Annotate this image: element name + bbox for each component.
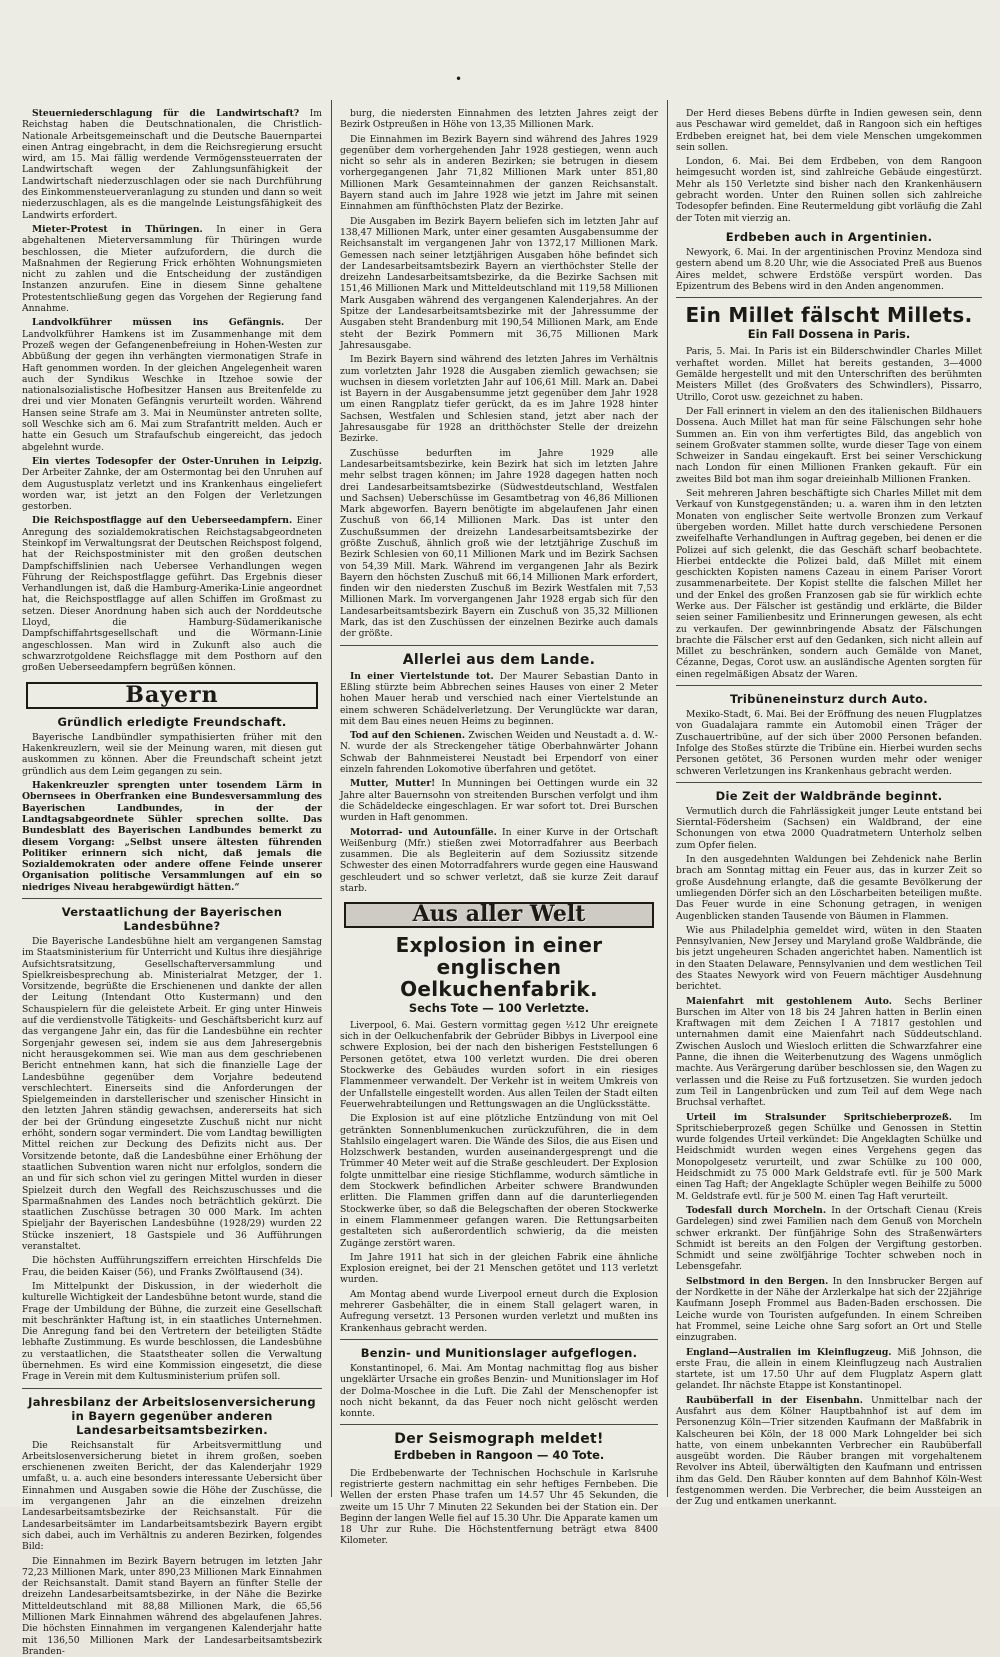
article [676,1205,982,1273]
article-heading: Motorrad- und Autounfälle. [350,826,497,838]
article-heading: Landvolkführer müssen ins Gefängnis. [32,317,285,329]
article-body: Unmittelbar nach der Ausfahrt aus dem Kölner Hauptbahnhof ist auf dem im Personenzug Köln—Trier sitzenden Kaufmann der Maßfabrik in Kalscheuren bei Köln, der 18 000 Mark Lohngelder bei sich hatte, von einem unbekannten Verbrecher ein Raubüberfall ausgeübt worden. Die Räuber brangen mit vorgehaltenem Revolver ins Abteil, überwältigten den Kaufmann und entrissen ihm das Geld. Den Räuber konnten auf dem Bahnhof Köln-West festgenommen werden. Die Verbrecher, die beim Aussteigen an der Zug und entkamen unerkannt. [676,1394,982,1508]
article [676,996,982,1109]
article-body: Der Herd dieses Bebens dürfte in Indien gewesen sein, denn aus Peschawar wird gemeldet, daß in Rangoon sich ein heftiges Erdbeben ereignet hat, bei dem viele Menschen umgekommen sein sollen. [676,108,982,153]
article-body: burg, die niedersten Einnahmen des letzten Jahres zeigt der Bezirk Ostpreußen in Höhe von 13,35 Millionen Mark. [340,108,658,131]
article [22,317,322,453]
headline: Die Zeit der Waldbrände beginnt. [715,788,943,803]
headline: Tribüneneinsturz durch Auto. [730,692,928,707]
article-body: Im Jahre 1911 hat sich in der gleichen Fabrik eine ähnliche Explosion ereignet, bei der 21 Menschen getötet und 113 verletzt wurden. [340,1251,658,1286]
article-body: Vermutlich durch die Fahrlässigkeit junger Leute entstand bei Sierntal-Födersheim (Sachsen) ein Waldbrand, der eine Schonungen von etwa 2000 Quadratmetern Unterholz selben zum Opfer fielen. [676,805,982,851]
article-body: Die höchsten Aufführungsziffern erreichten Hirschfelds Die Frau, die beiden Kaiser (56), und Franks Zwölftausend (34). [22,1255,322,1278]
article-body: Im Bezirk Bayern sind während des letzten Jahres im Verhältnis zum vorletzten Jahr 1928 die Ausgaben ziemlich gewachsen; sie wuchsen in diesem vorletzten Jahr auf 106,61 Mill. Mark an. Dabei ist Bayern in der Ausgabensumme jetzt gegenüber dem Jahr 1928 um einen Rangplatz tiefer gerückt, da es im Jahre 1928 hinter Sachsen, Westfalen und Schlesien stand, jetzt aber nach der Jahresausgabe für 1928 an dritthöchster Stelle der dreizehn Bezirke. [340,354,658,445]
article-heading: Maienfahrt mit gestohlenem Auto. [686,995,892,1007]
article-body: Die Einnahmen im Bezirk Bayern sind während des Jahres 1929 gegenüber dem vorhergehenden Jahr 1928 gestiegen, wenn auch nicht so sehr als in anderen Bezirken; sie betrugen in diesem vorhergegangenen Jahr 71,82 Millionen Mark unter 851,80 Millionen Mark Gesamteinnahmen der ganzen Reichsanstalt. Bayern stand auch im Jahre 1928 wie jetzt im Jahre mit seinen Einnahmen am fünfthöchsten Platz der Bezirke. [340,133,658,213]
headline: Jahresbilanz der Arbeitslosenversicherung in Bayern gegenüber anderen Landesarbeitsamtsbezirken. [28,1394,316,1437]
article-body: Paris, 5. Mai. In Paris ist ein Bilderschwindler Charles Millet verhaftet worden. Millet hat bereits gestanden, 3—4000 Gemälde hergestellt und mit den Unterschriften des berühmten Meisters Millet (des Großvaters des Schwindlers), Pissarro, Utrillo, Corot usw. gezeichnet zu haben. [676,346,982,403]
article-body: Im Reichstag haben die Deutschnationalen, die Christlich-Nationale Arbeitsgemeinschaft und die Deutsche Bauernpartei einen Antrag eingebracht, in dem die Reichsregierung ersucht wird, am 15. Mai fällig werdende Vermögenssteuerraten der Landwirtschaft wegen der Zahlungsunfähigkeit der Landwirtschaft niederzuschlagen oder sie nach Durchführung des Einkommensteuerveranlagung zu stunden und dann so weit niederzuschlagen, als es die mangelnde Leistungsfähigkeit des Landwirts erfordert. [22,108,322,221]
article-heading: Ein viertes Todesopfer der Oster-Unruhen in Leipzig. [32,455,322,467]
article-heading: Raubüberfall in der Eisenbahn. [686,1394,863,1406]
section-header-bayern: Bayern [26,682,318,709]
article-body: Sechs Berliner Burschen im Alter von 18 bis 24 Jahren hatten in Berlin einen Kraftwagen mit dem Zeichen I A 71817 gestohlen und unternahmen damit eine Maienfahrt nach Süddeutschland. Zwischen Ausloch und Wiesloch erlitten die Schwarzfahrer eine Panne, die ihnen die Weiterbenutzung des Wagens unmöglich machte. Aus Verärgerung darüber beschlossen sie, den Wagen zu verlassen und die Reise zu Fuß fortzusetzen. Sie wurden jedoch zum Teil in Langenbrücken und zum Teil auf dem Wege nach Bruchsal verhaftet. [676,995,982,1109]
article-heading: Mieter-Protest in Thüringen. [32,223,203,235]
headline: Explosion in einer englischen Oelkuchenfabrik. [395,932,603,1001]
article-body: Liverpool, 6. Mai. Gestern vormittag gegen ½12 Uhr ereignete sich in der Oelkuchenfabrik der Gebrüder Bibbys in Liverpool eine schwere Explosion, bei der nach den bisherigen Feststellungen 6 Personen getötet, etwa 100 verletzt wurden. Die drei oberen Stockwerke des Gebäudes wurden sofort in ein riesiges Flammenmeer verwandelt. Der Verkehr ist in weitem Umkreis von der Unfallstelle eingestellt worden. Aus allen Teilen der Stadt eilten Feuerwehrabteilungen und Rettungswagen an die Unglücksstätte. [340,1019,658,1110]
article [340,671,658,727]
article-body: In einer in Gera abgehaltenen Mieterversammlung für Thüringen wurde beschlossen, die Mieter aufzufordern, die durch die Maßnahmen der Regierung Frick erhöhten Wohnungsmieten nicht zu zahlen und die Entscheidung der zuständigen Instanzen anzurufen. Eine in diesem Sinne gehaltene Protestentschließung gegen das Vorgehen der Regierung fand Annahme. [22,223,323,315]
section-header-aus-aller-welt: Aus aller Welt [344,902,654,927]
article-heading: In einer Viertelstunde tot. [350,670,494,682]
article-body: Der Arbeiter Zahnke, der am Ostermontag bei den Unruhen auf dem Augustusplatz verletzt und ins Krankenhaus eingeliefert worden war, ist jetzt an den Folgen der Verletzungen gestorben. [22,467,322,513]
page-mark: • [455,72,463,86]
article-body: London, 6. Mai. Bei dem Erdbeben, von dem Rangoon heimgesucht worden ist, sind zahlreiche Gebäude eingestürzt. Mehr als 150 Verletzte sind bisher nach den Krankenhäusern gebracht worden. Unter den Ruinen sollen sich zahlreiche Todesopfer befinden. Eine Reutermeldung gibt vorläufig die Zahl der Toten mit vierzig an. [676,156,982,224]
article-body: In der Ortschaft Cienau (Kreis Gardelegen) sind zwei Familien nach dem Genuß von Morcheln schwer erkrankt. Der fünfjährige Sohn des Straßenwärters Schmidt ist bereits an den Folgen der Vergiftung gestorben. Schmidt und seine zwölfjährige Tochter schweben noch in Lebensgefahr. [676,1204,982,1273]
article [676,1347,982,1392]
headline: Der Seismograph meldet! [394,1431,604,1448]
column-middle [340,108,659,1547]
headline: Erdbeben auch in Argentinien. [725,229,933,244]
divider [22,898,322,899]
article [340,778,658,823]
article-body: Einer Anregung des sozialdemokratischen Reichstagsabgeordneten Steinkopf im Verwaltungsrat der Deutschen Reichspost folgend, hat der Reichspostminister mit den großen deutschen Dampfschiffslinien nach Uebersee Verhandlungen wegen Führung der Reichspostflagge geführt. Das Ergebnis dieser Verhandlungen ist, daß die Hamburg-Amerika-Linie angeordnet hat, die Reichspostflagge auf allen Schiffen im Großmast zu setzen. Dieser Anordnung haben sich auch der Norddeutsche Lloyd, die Hamburg-Südamerikanische Dampfschiffahrtsgesellschaft und die Wörmann-Linie angeschlossen. Man wird in Zukunft also auch die schwarzrotgoldene Reichsflagge mit dem Posthorn auf den großen Ueberseedampfern begrüßen können. [22,515,323,674]
article [676,1112,982,1202]
column-right [676,108,982,1508]
article-heading: Todesfall durch Morcheln. [686,1204,827,1216]
divider [676,685,982,686]
article-heading: Tod auf den Schienen. [350,730,466,742]
article-heading: Mutter, Mutter! [350,778,436,790]
headline: Benzin- und Munitionslager aufgeflogen. [360,1345,638,1360]
article [676,1395,982,1508]
article-body: Die Explosion ist auf eine plötzliche Entzündung von mit Oel getränkten Sonnenblumenkuchen zurückzuführen, die in dem Stahlsilo eingelagert waren. Die Wände des Silos, die aus Eisen und Holzschwerk bestanden, wurden auseinandergesprengt und die Trümmer 40 Meter weit auf die Straße geschleudert. Der Explosion folgte unmittelbar eine riesige Stichflamme, wodurch sämtliche in dem Stockwerk befindlichen Arbeiter schwere Brandwunden erlitten. Die Flammen griffen dann auf die darunterliegenden Stockwerke über, so daß die Belegschaften der oberen Stockwerke in einem Flammenmeer gefangen waren. Die Rettungsarbeiten gestalteten sich außerordentlich schwierig, da die meisten Zugänge zerstört waren. [340,1113,658,1249]
article-body: In den ausgedehnten Waldungen bei Zehdenick nahe Berlin brach am Sonntag mittag ein Feuer aus, das in kurzer Zeit so große Ausdehnung erlangte, daß die gesamte Bevölkerung der umliegenden Dörfer sich an den Löscharbeiten beteiligen mußte. Das Feuer wurde in eine Schonung getragen, in wenigen Augenblicken standen Tausende von Bäumen in Flammen. [676,854,982,922]
article-body: Der Landvolkführer Hamkens ist im Zusammenhange mit dem Prozeß wegen der Gefangenenbefreiung in Hohen-Westen zur Abbüßung der gegen ihn verhängten viermonatigen Strafe in Haft genommen worden. In der gleichen Angelegenheit waren auch der Syndikus Weschke in Itzehoe sowie der nationalsozialistische Hofbesitzer Hansen aus Breitenfelde zu drei und vier Monaten Gefängnis verurteilt worden. Während Hansen seine Strafe am 3. Mai in Neumünster antreten sollte, soll Weschke sich am 6. Mai zum Strafantritt melden. Auch er hatte ein Gesuch um Strafaufschub eingereicht, das jedoch abgelehnt wurde. [22,317,322,453]
article-body: In den Innsbrucker Bergen auf der Nordkette in der Nähe der Arzlerkalpe hat sich der 22jährige Kaufmann Joseph Frommel aus Baden-Baden erschossen. Die Leiche wurde von Touristen aufgefunden. In einem Schreiben hat Frommel, seine Leiche ohne Sarg sofort an Ort und Stelle einzugraben. [676,1275,982,1344]
divider [340,1424,658,1425]
divider [676,782,982,783]
article-body: Hakenkreuzler sprengten unter tosendem Lärm in Obernsees in Oberfranken eine Bundesversammlung des Bayerischen Landbundes, in der der Landtagsabgeordnete Sühler sprechen sollte. Das Bundesblatt des Bayerischen Landbundes bemerkt zu diesem Vorgang: „Selbst unsere ältesten führenden Politiker erinnern sich nicht, daß jemals die Sozialdemokraten oder andere offene Feinde unserer Organisation politische Versammlungen auf ein so niedriges Niveau herabgewürdigt hätten.“ [22,780,322,893]
headline: Ein Millet fälscht Millets. [685,303,973,328]
subheadline: Erdbeben in Rangoon — 40 Tote. [393,1448,605,1463]
article [340,827,658,895]
article [676,1276,982,1344]
article-body: Zuschüsse bedurften im Jahre 1929 alle Landesarbeitsamtsbezirke, kein Bezirk hat sich im letzten Jahre mehr selbst tragen können; im Jahre 1928 dagegen hatten noch drei Landesarbeitsamtsbezirke (Südwestdeutschland, Westfalen und Sachsen) Ueberschüsse im Gesamtbetrag von 46,86 Millionen Mark abgeworfen. Bayern benötigte im abgelaufenen Jahr einen Zuschuß von 66,14 Millionen Mark. Das ist unter den Zuschußsummen der dreizehn Landesarbeitsamtsbezirke der größte Zuschuß, ähnlich groß wie der letztjährige Zuschuß im Bezirk Schlesien von 60,11 Millionen Mark und im Bezirk Sachsen von 54,39 Mill. Mark. Während im vergangenen Jahr als Bezirk Bayern den höchsten Zuschuß mit 66,14 Millionen Mark erfordert, finden wir den niedersten Zuschuß im Bezirk Westfalen mit 7,53 Millionen Mark. Im vorvergangenen Jahr 1928 ergab sich für den Landesarbeitsamtsbezirk Bayern ein Zuschuß von 35,32 Millionen Mark, das ist den Zuschüssen der einzelnen Bezirke auch damals der größte. [340,447,658,640]
article-body: Seit mehreren Jahren beschäftigte sich Charles Millet mit dem Verkauf von Kunstgegenständen; u. a. waren ihm in den letzten Monaten von englischer Seite wertvolle Bronzen zum Verkauf übergeben worden. Millet hatte durch verschiedene Personen zweifelhafte Verhandlungen in Auftrag gegeben, bei denen er die Polizei auf sich gelenkt, die das Geschäft scharf beobachtete. Hierbei entdeckte die Polizei bald, daß Millet mit einem geschickten Kopisten namens Cazeau in einem Pariser Vorort zusammenarbeitete. Der Kopist stellte die falschen Millet her und der Enkel des großen Franzosen gab sie für wirklich echte Werke aus. Der Fälscher ist geständig und erklärte, die Bilder seien seiner Familienbesitz und Erinnerungen gewesen, als echt zu verkaufen. Der gewinnbringende Absatz der Fälschungen brachte die Fälscher erst auf den Gedanken, sich nicht allein auf Millet zu beschränken, sondern auch Gemälde von Manet, Cézanne, Degas, Corot usw. an ausländische Agenten sorgten für einen regelmäßigen Absatz der Waren. [676,488,982,680]
article-body: Miß Johnson, die erste Frau, die allein in einem Kleinflugzeug nach Australien startete, ist um 17.50 Uhr auf dem Flugplatz Aspern glatt gelandet. Ihr nächste Etappe ist Konstantinopel. [676,1346,982,1392]
article-body: Die Ausgaben im Bezirk Bayern beliefen sich im letzten Jahr auf 138,47 Millionen Mark, unter einer gesamten Ausgabensumme der Reichsanstalt im vergangenen Jahr von 1372,17 Millionen Mark. Gemessen nach seiner letztjährigen Ausgaben höhe befindet sich der Landesarbeitsamtsbezirk Bayern an vierthöchster Stelle der dreizehn Landesarbeitsamtsbezirke, da die Bezirke Sachsen mit 151,46 Millionen Mark und Mitteldeutschland mit 119,58 Millionen Mark Ausgaben während des vergangenen Kalenderjahres. An der Spitze der Landesarbeitsamtsbezirke mit der Jahressumme der Ausgaben steht Brandenburg mit 190,54 Millionen Mark, am Ende steht der Bezirk Pommern mit 36,75 Millionen Mark Jahresausgabe. [340,215,658,351]
article-body: Zwischen Weiden und Neustadt a. d. W.-N. wurde der als Streckengeher tätige Oberbahnwärter Johann Schwab der Bahnmeisterei Neustadt bei Erpendorf von einer einzeln fahrenden Lokomotive überfahren und getötet. [340,730,659,776]
divider [22,1388,322,1389]
article-body: Newyork, 6. Mai. In der argentinischen Provinz Mendoza sind gestern abend um 8.20 Uhr, wie die Associated Preß aus Buenos Aires meldet, schwere Erdstöße verspürt worden. Das Epizentrum des Bebens wird in den Anden angenommen. [676,246,982,292]
article-heading: Selbstmord in den Bergen. [686,1275,829,1287]
headline: Verstaatlichung der Bayerischen Landesbühne? [61,905,283,933]
column-rule [667,100,668,1497]
article-body: In Munningen bei Oettingen wurde ein 32 Jahre alter Bauernsohn von streitenden Burschen verfolgt und ihm die Schädeldecke eingeschlagen. Er war sofort tot. Drei Burschen wurden in Haft genommen. [340,778,659,824]
article-body: Konstantinopel, 6. Mai. Am Montag nachmittag flog aus bisher ungeklärter Ursache ein großes Benzin- und Munitionslager im Hof der Dolma-Moschee in die Luft. Die Zahl der Menschenopfer ist noch nicht bekannt, da das Feuer noch nicht gelöscht werden konnte. [340,1362,658,1420]
article-body: Bayerische Landbündler sympathisierten früher mit den Hakenkreuzlern, weil sie der Meinung waren, mit diesen gut auskommen zu können. Aber die Freundschaft scheint jetzt gründlich aus dem Leim gegangen zu sein. [22,731,322,777]
article-heading: Urteil im Stralsunder Spritschieberprozeß. [686,1111,952,1123]
article [22,224,322,314]
subheadline: Sechs Tote — 100 Verletzte. [408,1000,590,1015]
divider [676,297,982,298]
divider [340,645,658,646]
article-body: Im Spritschieberprozeß gegen Schülke und Genossen in Stettin wurde folgendes Urteil verkündet: Die Angeklagten Schülke und Heidschmidt wurden wegen eines Vergehens gegen das Monopolgesetz verurteilt, und zwar Schülke zu 100 000, Heidschmidt zu 75 000 Mark Geldstrafe evtl. für je 500 Mark einen Tag Haft; der Angeklagte Schüpler wegen Beihilfe zu 5000 M. Geldstrafe evtl. für je 500 M. einen Tag Haft verurteilt. [676,1111,982,1202]
article-heading: Die Reichspostflagge auf den Ueberseedampfern. [32,515,293,527]
column-rule [331,100,332,1497]
article [22,456,322,512]
article-body: Die Erdbebenwarte der Technischen Hochschule in Karlsruhe registrierte gestern nachmittag ein sehr heftiges Fernbeben. Die Wellen der ersten Phase trafen um 14.57 Uhr 45 Sekunden, die zweite um 15 Uhr 7 Minuten 22 Sekunden bei der Station ein. Der Beginn der langen Welle fiel auf 15.30 Uhr. Die Apparate kamen um 18 Uhr zur Ruhe. Die Höchstentfernung beträgt etwa 8400 Kilometer. [340,1467,658,1547]
article-heading: Steuerniederschlagung für die Landwirtschaft? [32,108,300,119]
article-body: Mexiko-Stadt, 6. Mai. Bei der Eröffnung des neuen Flugplatzes von Guadalajara rammte ein Automobil einen Träger der Zuschauertribüne, auf der sich über 2000 Personen befanden. Infolge des Stoßes stürzte die Tribüne ein. Hierbei wurden sechs Personen getötet, 36 Personen wurden mehr oder weniger schweren Verletzungen ins Krankenhaus gebracht werden. [676,709,982,777]
article-heading: England—Australien im Kleinflugzeug. [686,1346,892,1358]
article-body: Die Bayerische Landesbühne hielt am vergangenen Samstag im Staatsministerium für Unterricht und Kultus ihre diesjährige Aufsichtsratsitzung, Gesellschafterversammlung und Spielkreisbesprechung ab. Ministerialrat Metzger, der 1. Vorsitzende, begrüßte die Erschienenen und dankte der allen der Leitung (Intendant Otto Kustermann) und den Schauspielern für die geleistete Arbeit. Er ging unter Hinweis auf die verdienstvolle Tätigkeits- und Geschäftsbericht kurz auf das vergangene Jahr ein, das für die Landesbühne ein rechter Sorgenjahr gewesen sei, indem sie aus dem Jahresergebnis nicht herausgekommen sei. Wie man aus dem geschriebenen Bericht entnehmen kann, hat sich die finanzielle Lage der Landesbühne gegenüber dem Vorjahre bedeutend verschlechtert. Einerseits sind die Anforderungen der Spielgemeinden in darstellerischer und szenischer Hinsicht in den letzten Jahren ständig gewachsen, andererseits hat sich der bei der Gründung eingesetzte Zuschuß nicht nur nicht erhöht, sondern sogar vermindert. Die vom Landtag bewilligten Mittel reichen zur Deckung des Defizits nicht aus. Der Vorsitzende betonte, daß die Landesbühne einer Erhöhung der staatlichen Subvention waren nicht nur erfolglos, sondern die an und für sich schon viel zu geringen Mittel wurden in dieser Spielzeit durch den Wegfall des Reichszuschusses und die Sparmaßnahmen des Landes noch beträchtlich gekürzt. Die staatlichen Zuschüsse betragen 30 000 Mark. Im achten Spieljahr der Bayerischen Landesbühne (1928/29) wurden 22 Stücke inszeniert, 18 Gastspiele und 36 Aufführungen veranstaltet. [22,936,322,1253]
article-body: In einer Kurve in der Ortschaft Weißenburg (Mfr.) stießen zwei Motorradfahrer aus Beerbach zusammen. Die als Begleiterin auf dem Soziussitz sitzende Schwester des einen Motorradfahrers wurde gegen eine Hauswand geschleudert und so schwer verletzt, daß sie kurze Zeit darauf starb. [340,826,658,894]
divider [340,1339,658,1340]
article-body: Am Montag abend wurde Liverpool erneut durch die Explosion mehrerer Gasbehälter, die in einem Stall gelagert waren, in Aufregung versetzt. 13 Personen wurden verletzt und mußten ins Krankenhaus gebracht werden. [340,1288,658,1334]
column-left [22,108,323,1657]
article [22,108,322,221]
article-body: Die Reichsanstalt für Arbeitsvermittlung und Arbeitslosenversicherung bietet in ihrem großen, soeben erschienenen zweiten Bericht, der das Kalenderjahr 1929 umfaßt, u. a. auch eine besonders interessante Uebersicht über Einnahmen und Ausgaben sowie die Höhe der Zuschüsse, die im vergangenen Jahr an die einzelnen dreizehn Landesarbeitsamtsbezirke der Reichsanstalt. Für die Landesarbeitsämter im Landarbeitsamtsbezirk Bayern ergibt sich dabei, auch im Verhältnis zu anderen Bezirken, folgendes Bild: [22,1439,322,1553]
headline: Allerlei aus dem Lande. [402,651,596,668]
article-body: Der Maurer Sebastian Danto in Eßling stürzte beim Abbrechen seines Hauses von einer 2 Meter hohen Mauer herab und verschied nach einer Viertelstunde an einem schweren Schädelverletzung. Der Verunglückte war daran, mit dem Bau eines neuen Heims zu beginnen. [340,670,659,727]
article-body: Wie aus Philadelphia gemeldet wird, wüten in den Staaten Pennsylvanien, New Jersey und Maryland große Waldbrände, die bis jetzt ungeheuren Schaden angerichtet haben. Namentlich ist in den Staaten Delaware, Pennsylvanien und dem westlichen Teil des Staates Newyork wird von Feuern mächtiger Ausdehnung berichtet. [676,924,982,993]
article [340,730,658,775]
subheadline: Ein Fall Dossena in Paris. [747,327,911,342]
headline: Gründlich erledigte Freundschaft. [57,714,287,729]
article-body: Der Fall erinnert in vielem an den des italienischen Bildhauers Dossena. Auch Millet hat man für seine Fälschungen sehr hohe Summen an. Ein von ihm verfertigtes Bild, das angeblich von seinem Großvater stammen sollte, wurde dieser Tage von einem Schweizer in Sandau eingekauft. Erst bei seiner Verschickung nach London für einen Millionen Franken gekauft. Für ein zweites Bild bot man ihm sogar dreieinhalb Millionen Franken. [676,405,982,485]
article-body: Im Mittelpunkt der Diskussion, in der wiederholt die kulturelle Wichtigkeit der Landesbühne betont wurde, stand die Frage der Umbildung der Bühne, die zurzeit eine Gesellschaft mit beschränkter Haftung ist, in ein staatliches Unternehmen. Die Anregung fand bei den Vertretern der beteiligten Städte lebhafte Zustimmung. Es wurde beschlossen, die Landesbühne zu verstaatlichen, die Staatstheater sollen die Verwaltung übernehmen. Es wird eine Kommission eingesetzt, die diese Frage in Verein mit dem Kultusministerium prüfen soll. [22,1280,322,1383]
article [22,515,322,673]
article-body: Die Einnahmen im Bezirk Bayern betrugen im letzten Jahr 72,23 Millionen Mark, unter 890,23 Millionen Mark Einnahmen der Reichsanstalt. Damit stand Bayern an fünfter Stelle der dreizehn Landesarbeitsamtsbezirke, in der Nähe die Bezirke Mitteldeutschland mit 88,88 Millionen Mark, die 65,56 Millionen Mark Einnahmen während des abgelaufenen Jahres. Die höchsten Einnahmen im vergangenen Kalenderjahr hatte mit 136,50 Millionen Mark der Landesarbeitsamtsbezirk Branden- [22,1555,322,1657]
